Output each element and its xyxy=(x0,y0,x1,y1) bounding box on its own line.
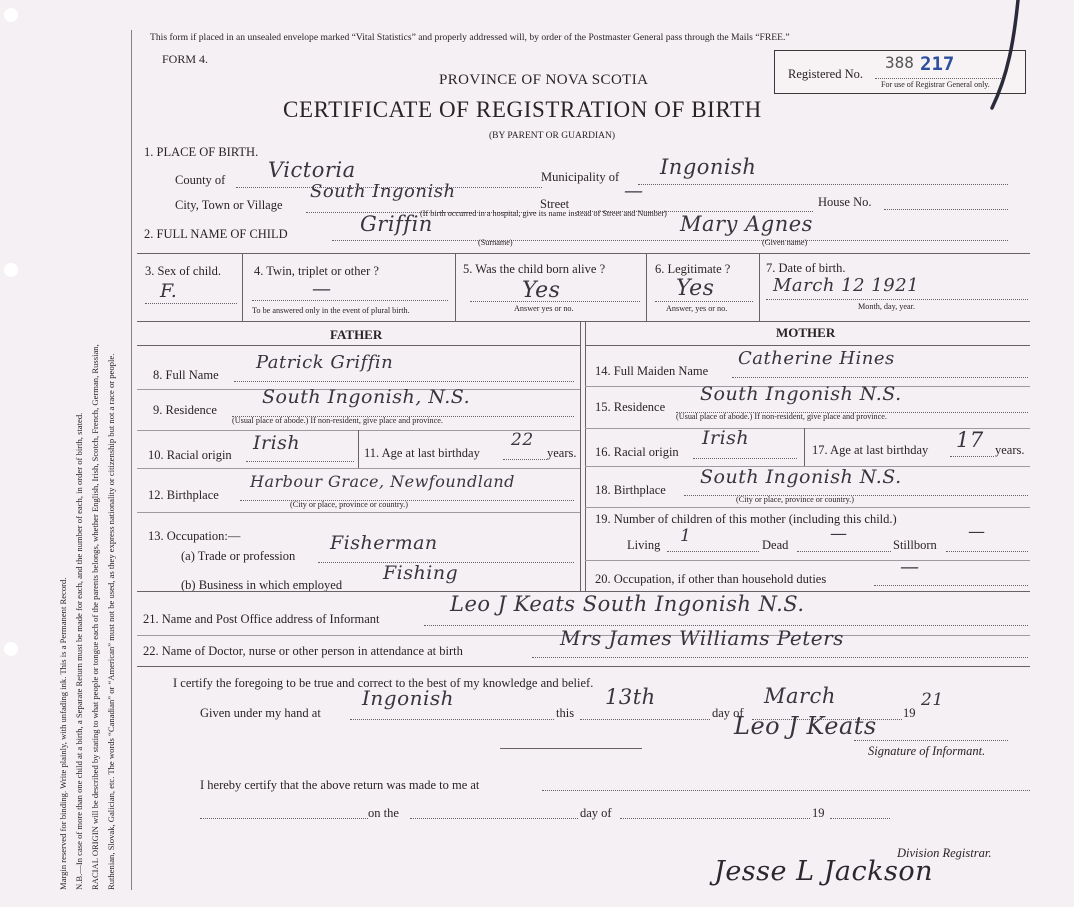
mother-age-label: 17. Age at last birthday xyxy=(812,443,929,457)
this-label: this xyxy=(556,706,575,720)
given-under-label: Given under my hand at xyxy=(200,706,321,720)
registrar-certify-statement: I hereby certify that the above return was made to me at xyxy=(200,778,480,792)
certify-statement: I certify the foregoing to be true and correct to the best of my knowledge and belief. xyxy=(173,676,594,690)
dead-value: — xyxy=(830,524,848,544)
twin-value: — xyxy=(312,278,332,300)
binding-hole xyxy=(4,642,18,656)
father-residence-label: 9. Residence xyxy=(153,403,217,417)
father-residence-note: (Usual place of abode.) If non-resident, give place and province. xyxy=(232,416,443,425)
mother-residence-value: South Ingonish N.S. xyxy=(700,383,902,405)
given-name-note: (Given name) xyxy=(762,238,808,247)
father-age-label: 11. Age at last birthday xyxy=(364,446,480,460)
informant-value: Leo J Keats South Ingonish N.S. xyxy=(450,592,805,616)
given-place-value: Ingonish xyxy=(362,686,455,710)
binding-hole xyxy=(4,8,18,22)
sidebar-instructions xyxy=(56,10,128,890)
mother-birthplace-value: South Ingonish N.S. xyxy=(700,466,902,488)
child-given-name-value: Mary Agnes xyxy=(680,212,813,236)
city-label: City, Town or Village xyxy=(175,198,283,212)
father-age-value: 22 xyxy=(511,430,534,450)
informant-label: 21. Name and Post Office address of Informant xyxy=(143,612,380,626)
year-prefix-label: 19 xyxy=(903,706,916,720)
attendant-value: Mrs James Williams Peters xyxy=(560,626,844,650)
province-heading: PROVINCE OF NOVA SCOTIA xyxy=(439,72,649,88)
registrar-day-of-label: day of xyxy=(580,806,612,820)
mother-occupation-label: 20. Occupation, if other than household duties xyxy=(595,572,827,586)
sidebar-line-2: N.B.—In case of more than one child at a birth, a Separate Return must be made for each, and the number of each, in order of birth, stated. xyxy=(74,412,84,890)
father-years-label: years. xyxy=(547,446,577,460)
living-label: Living xyxy=(627,538,661,552)
twin-note: To be answered only in the event of plural birth. xyxy=(252,306,410,315)
father-birthplace-note: (City or place, province or country.) xyxy=(290,500,408,509)
father-residence-value: South Ingonish, N.S. xyxy=(262,386,471,408)
day-value: 13th xyxy=(605,685,656,709)
date-of-birth-value: March 12 1921 xyxy=(773,275,920,296)
father-name-value: Patrick Griffin xyxy=(256,352,394,373)
father-business-value: Fishing xyxy=(383,562,459,584)
mother-racial-value: Irish xyxy=(702,427,750,449)
mother-years-label: years. xyxy=(995,443,1025,457)
county-value: Victoria xyxy=(268,158,356,182)
street-label: Street xyxy=(540,197,570,211)
mother-heading: MOTHER xyxy=(776,325,836,340)
house-label: House No. xyxy=(818,195,872,209)
sidebar-line-1: Margin reserved for binding. Write plainly, with unfading ink. This is a Permanent Record. xyxy=(58,577,68,890)
form-number: FORM 4. xyxy=(162,52,209,66)
registration-note: For use of Registrar General only. xyxy=(881,80,990,89)
father-occupation-label: 13. Occupation:— xyxy=(148,529,241,543)
on-the-label: on the xyxy=(368,806,399,820)
date-of-birth-label: 7. Date of birth. xyxy=(766,261,846,275)
living-value: 1 xyxy=(680,526,692,546)
mother-residence-note: (Usual place of abode.) If non-resident, give place and province. xyxy=(676,412,887,421)
father-business-label: (b) Business in which employed xyxy=(181,578,343,592)
binding-hole xyxy=(4,263,18,277)
child-name-label: 2. FULL NAME OF CHILD xyxy=(144,227,288,241)
mother-residence-label: 15. Residence xyxy=(595,400,666,414)
father-racial-label: 10. Racial origin xyxy=(148,448,232,462)
attendant-label: 22. Name of Doctor, nurse or other person in attendance at birth xyxy=(143,644,463,658)
street-value: — xyxy=(624,180,644,202)
hospital-note: (If birth occurred in a hospital, give its name instead of Street and Number) xyxy=(420,209,667,218)
mother-birthplace-note: (City or place, province or country.) xyxy=(736,495,854,504)
mother-occupation-value: — xyxy=(900,556,920,578)
father-name-label: 8. Full Name xyxy=(153,368,219,382)
father-birthplace-value: Harbour Grace, Newfoundland xyxy=(250,472,515,491)
place-of-birth-heading: 1. PLACE OF BIRTH. xyxy=(144,145,259,159)
date-of-birth-note: Month, day, year. xyxy=(858,302,915,311)
legitimate-value: Yes xyxy=(676,276,715,301)
sidebar-divider xyxy=(131,30,132,890)
father-birthplace-label: 12. Birthplace xyxy=(148,488,219,502)
father-trade-label: (a) Trade or profession xyxy=(181,549,296,563)
mother-children-label: 19. Number of children of this mother (including this child.) xyxy=(595,512,897,526)
municipality-value: Ingonish xyxy=(660,155,757,179)
signature-of-informant-label: Signature of Informant. xyxy=(868,744,986,758)
registered-label: Registered No. xyxy=(788,67,863,81)
sex-value: F. xyxy=(160,280,178,302)
registration-number: 217 xyxy=(920,53,955,75)
surname-note: (Surname) xyxy=(478,238,513,247)
twin-label: 4. Twin, triplet or other ? xyxy=(254,264,379,278)
month-value: March xyxy=(764,684,836,708)
registrar-signature: Jesse L Jackson xyxy=(714,856,933,887)
child-surname-value: Griffin xyxy=(360,212,433,236)
page-title: CERTIFICATE OF REGISTRATION OF BIRTH xyxy=(283,97,762,122)
mother-name-value: Catherine Hines xyxy=(738,348,895,369)
mother-age-value: 17 xyxy=(956,428,984,452)
born-alive-value: Yes xyxy=(522,278,561,303)
pen-stroke-mark xyxy=(978,0,1028,115)
dead-label: Dead xyxy=(762,538,789,552)
registration-number-prefix: 388 xyxy=(885,53,914,72)
father-racial-value: Irish xyxy=(253,432,301,454)
registrar-year-label: 19 xyxy=(812,806,825,820)
sidebar-line-3: RACIAL ORIGIN will be described by stating to what people or tongue each of the parents belongs, whether English, Irish, Scotch, French, German, Russian, xyxy=(90,344,100,890)
year-value: 21 xyxy=(921,690,944,710)
informant-signature: Leo J Keats xyxy=(734,712,877,740)
mail-notice: This form if placed in an unsealed envelope marked “Vital Statistics” and properly addressed will, by order of the Postmaster General pass through the Mails “FREE.” xyxy=(150,32,790,43)
division-registrar-label: Division Registrar. xyxy=(897,846,992,860)
father-trade-value: Fisherman xyxy=(330,532,438,554)
page-subtitle: (BY PARENT OR GUARDIAN) xyxy=(489,131,616,141)
legitimate-label: 6. Legitimate ? xyxy=(655,262,731,276)
legitimate-note: Answer, yes or no. xyxy=(666,304,728,313)
mother-name-label: 14. Full Maiden Name xyxy=(595,364,709,378)
father-heading: FATHER xyxy=(330,327,383,342)
mother-birthplace-label: 18. Birthplace xyxy=(595,483,666,497)
county-label: County of xyxy=(175,173,226,187)
stillborn-value: — xyxy=(968,522,986,542)
sidebar-line-4: Ruthenian, Slovak, Galician, etc. The words “Canadian” or “American” must not be used, as they express nationality or citizenship but not a race or people. xyxy=(106,353,116,890)
born-alive-label: 5. Was the child born alive ? xyxy=(463,262,606,276)
mother-racial-label: 16. Racial origin xyxy=(595,445,679,459)
stillborn-label: Stillborn xyxy=(893,538,937,552)
city-value: South Ingonish xyxy=(310,181,456,202)
day-of-label: day of xyxy=(712,706,744,720)
municipality-label: Municipality of xyxy=(541,170,620,184)
born-alive-note: Answer yes or no. xyxy=(514,304,574,313)
sex-label: 3. Sex of child. xyxy=(145,264,222,278)
